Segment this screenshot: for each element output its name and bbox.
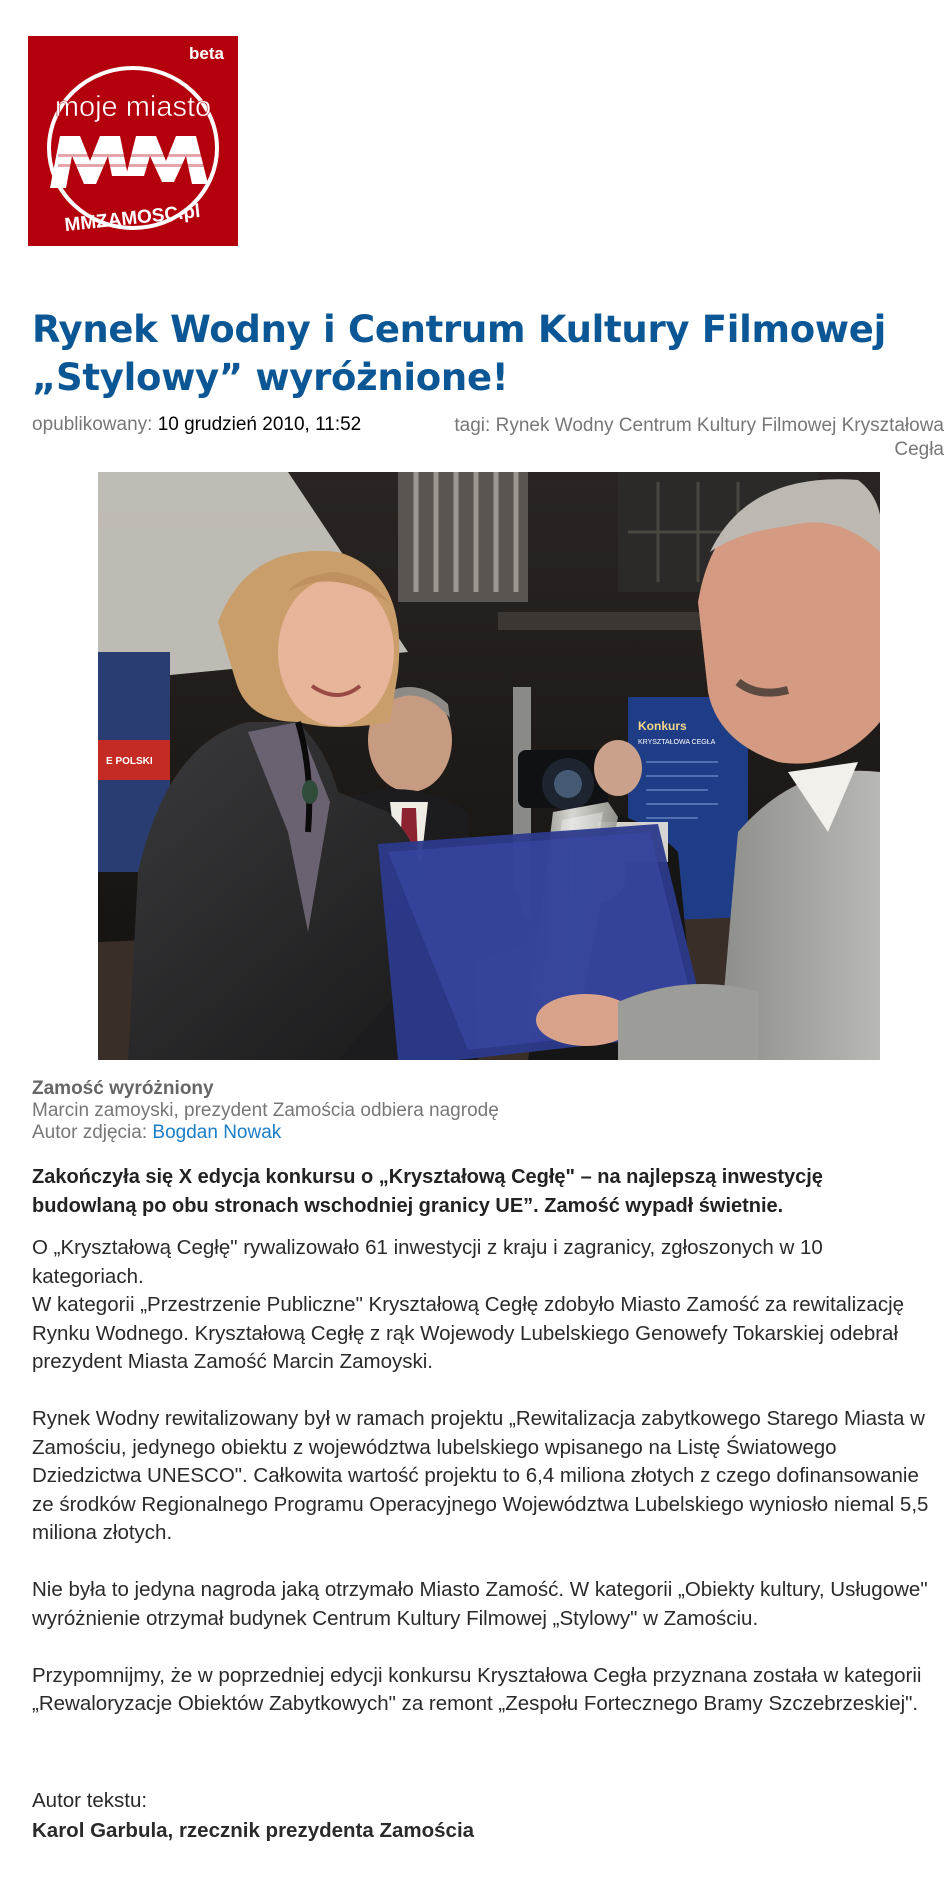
tags-label: tagi: (454, 415, 491, 436)
photo-banner-right-2: KRYSZTAŁOWA CEGŁA (638, 739, 716, 746)
site-logo[interactable] (28, 36, 238, 246)
author-name: Karol Garbula, rzecznik prezydenta Zamościa (32, 1819, 475, 1842)
paragraph-3: Rynek Wodny rewitalizowany był w ramach projektu „Rewitalizacja zabytkowego Starego Miasta w Zamościu, jedynego obiektu z województwa lubelskiego wpisanego na Listę Światowego Dziedzictwa UNESCO". Całkowita wartość projektu to 6,4 miliona złotych z czego dofinansowanie ze środków Regionalnego Programu Operacyjnego Województwa Lubelskiego wyniosło niemal 5,5 miliona złotych. (32, 1407, 929, 1544)
article-title (32, 306, 912, 402)
article-title-line2: „Stylowy” wyróżnione! (32, 356, 509, 399)
photo-author-label: Autor zdjęcia: (32, 1122, 148, 1143)
logo-site: MMZAMOSC.pl (63, 200, 202, 237)
logo-graphic (28, 36, 238, 246)
caption-text: Marcin zamoyski, prezydent Zamościa odbiera nagrodę (32, 1100, 499, 1121)
photo-illustration (98, 472, 880, 1060)
published-date: 10 grudzień 2010, 11:52 (157, 414, 362, 435)
article-lead: Zakończyła się X edycja konkursu o „Kryształową Cegłę" – na najlepszą inwestycję budowlaną po obu stronach wschodniej granicy UE”. Zamość wypadł świetnie. (32, 1166, 823, 1217)
author-label: Autor tekstu: (32, 1789, 148, 1812)
photo-credit (32, 1122, 912, 1144)
article-body (32, 1234, 937, 1719)
paragraph-2: W kategorii „Przestrzenie Publiczne" Kryształową Cegłę zdobyło Miasto Zamość za rewitalizację Rynku Wodnego. Kryształową Cegłę z rąk Wojewody Lubelskiego Genowefy Tokarskiej odebrał prezydent Miasta Zamość Marcin Zamoyski. (32, 1293, 905, 1373)
article-title-line1: Rynek Wodny i Centrum Kultury Filmowej (32, 308, 886, 351)
paragraph-5: Przypomnijmy, że w poprzedniej edycji konkursu Kryształowa Cegła przyznana została w kategorii „Rewaloryzacje Obiektów Zabytkowych" za remont „Zespołu Fortecznego Bramy Szczebrzeskiej". (32, 1663, 922, 1715)
logo-name: moje miasto (54, 91, 212, 123)
article-photo[interactable] (98, 472, 880, 1060)
text-author (32, 1786, 912, 1846)
caption-title: Zamość wyróżniony (32, 1078, 214, 1099)
photo-banner-right-1: Konkurs (638, 719, 687, 733)
photo-caption (32, 1078, 912, 1144)
paragraph-1: O „Kryształową Cegłę" rywalizowało 61 inwestycji z kraju i zagranicy, zgłoszonych w 10 kategoriach. (32, 1236, 823, 1288)
photo-author-link[interactable]: Bogdan Nowak (152, 1122, 282, 1143)
tags-list[interactable]: Rynek Wodny Centrum Kultury Filmowej Kryształowa Cegła (495, 415, 944, 460)
paragraph-4: Nie była to jedyna nagroda jaką otrzymało Miasto Zamość. W kategorii „Obiekty kultury, Usługowe" wyróżnienie otrzymał budynek Centrum Kultury Filmowej „Stylowy" w Zamościu. (32, 1578, 928, 1630)
publish-info (32, 414, 361, 436)
tags (424, 414, 944, 462)
logo-beta: beta (189, 44, 224, 63)
photo-banner-left: E POLSKI (106, 756, 153, 767)
published-label: opublikowany: (32, 414, 153, 435)
